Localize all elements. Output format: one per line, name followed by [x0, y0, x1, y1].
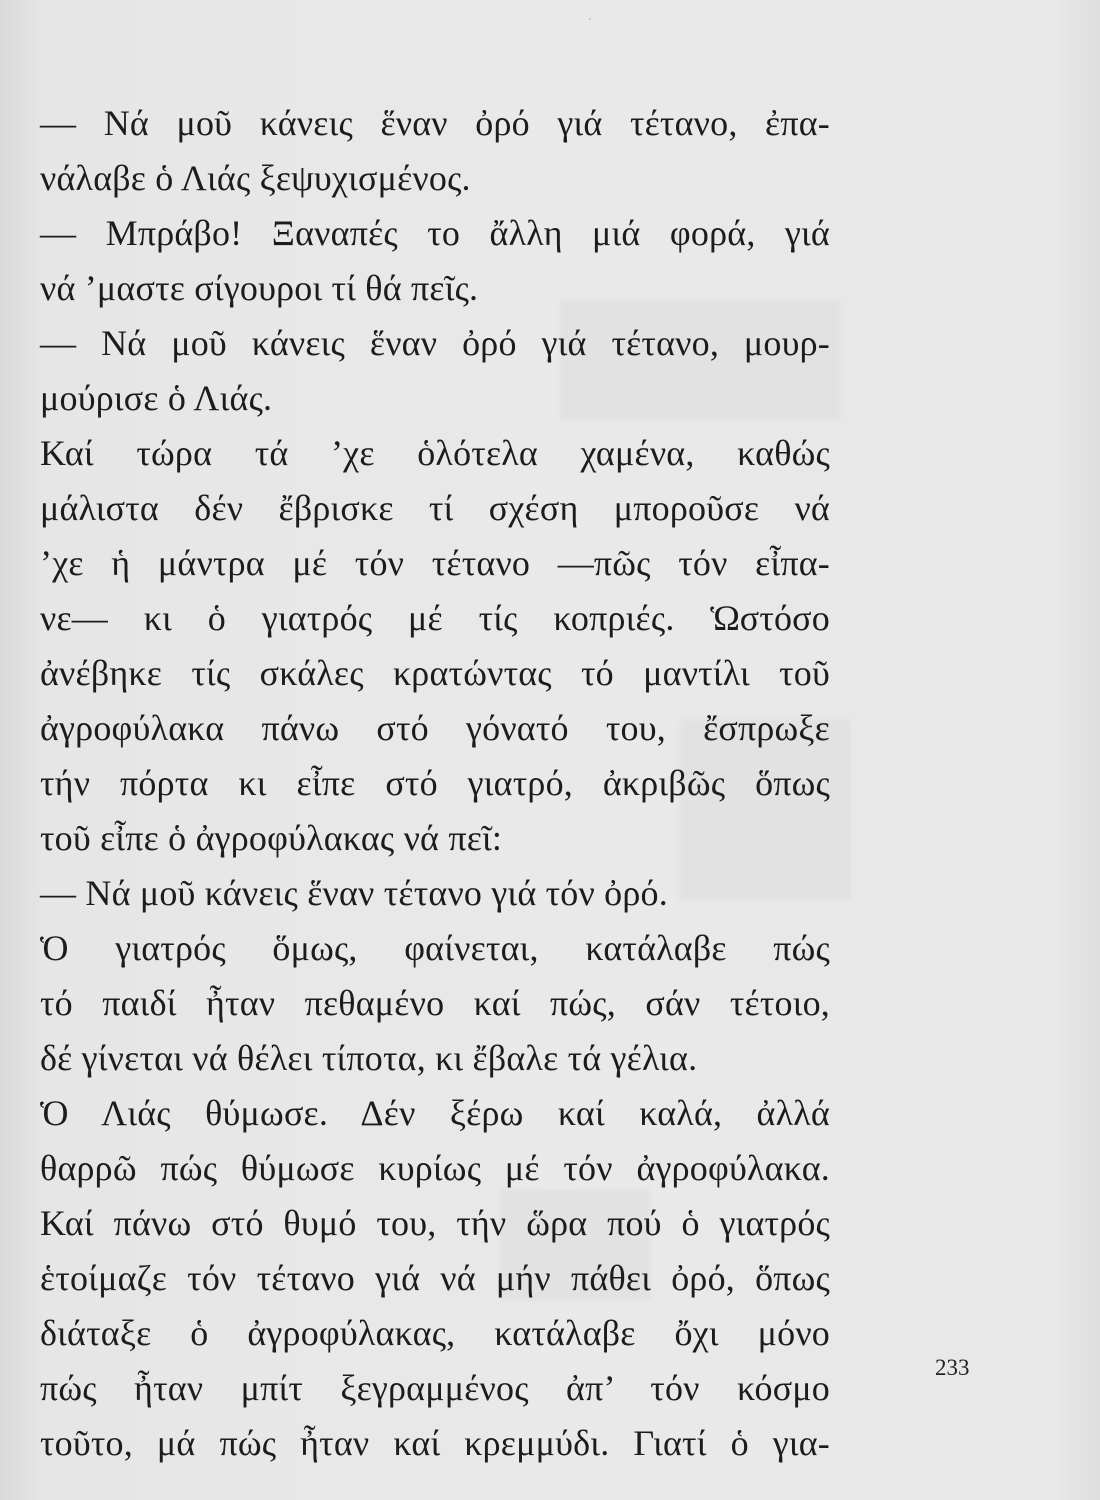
line-text: τό παιδί ἦταν πεθαμένο καί πώς, σάν τέτοιο,: [40, 983, 830, 1023]
line-text: μάλιστα δέν ἔβρισκε τί σχέση μποροῦσε νά: [40, 488, 830, 528]
text-line: [40, 1086, 830, 1141]
line-text: — Νά μοῦ κάνεις ἕναν ὀρό γιά τέτανο, ἐπα-: [40, 103, 830, 143]
text-line: [40, 976, 830, 1031]
text-line: [40, 481, 830, 536]
line-text: δέ γίνεται νά θέλει τίποτα, κι ἔβαλε τά γέλια.: [40, 1038, 698, 1078]
line-text: ἀγροφύλακα πάνω στό γόνατό του, ἔσπρωξε: [40, 708, 830, 748]
text-line: [40, 1416, 830, 1471]
line-text: Ὁ γιατρός ὅμως, φαίνεται, κατάλαβε πώς: [40, 928, 830, 968]
line-text: Καί τώρα τά ’χε ὁλότελα χαμένα, καθώς: [40, 433, 830, 473]
text-line: [40, 1251, 830, 1306]
page-number: 233: [935, 1355, 970, 1380]
text-line: [40, 426, 830, 481]
line-text: θαρρῶ πώς θύμωσε κυρίως μέ τόν ἀγροφύλακα.: [40, 1148, 830, 1188]
text-line: [40, 96, 830, 151]
line-text: νά ’μαστε σίγουροι τί θά πεῖς.: [40, 268, 479, 308]
text-line: [40, 1031, 830, 1086]
text-line: [40, 591, 830, 646]
text-line: [40, 1361, 830, 1416]
text-line: [40, 811, 830, 866]
text-line: [40, 316, 830, 371]
line-text: — Μπράβο! Ξαναπές το ἄλλη μιά φορά, γιά: [40, 213, 830, 253]
line-text: διάταξε ὁ ἀγροφύλακας, κατάλαβε ὄχι μόνο: [40, 1313, 830, 1353]
text-line: [40, 1196, 830, 1251]
text-line: [40, 1141, 830, 1196]
line-text: νε— κι ὁ γιατρός μέ τίς κοπριές. Ὡστόσο: [40, 598, 830, 638]
line-text: Καί πάνω στό θυμό του, τήν ὥρα πού ὁ γιατρός: [40, 1203, 830, 1243]
paper-speck: [589, 18, 591, 20]
line-text: ἀνέβηκε τίς σκάλες κρατώντας τό μαντίλι τοῦ: [40, 653, 830, 693]
line-text: νάλαβε ὁ Λιάς ξεψυχισμένος.: [40, 158, 471, 198]
line-text: τοῦ εἶπε ὁ ἀγροφύλακας νά πεῖ:: [40, 818, 503, 858]
text-line: [40, 151, 830, 206]
line-text: τήν πόρτα κι εἶπε στό γιατρό, ἀκριβῶς ὅπως: [40, 763, 830, 803]
line-text: τοῦτο, μά πώς ἦταν καί κρεμμύδι. Γιατί ὁ για-: [40, 1423, 830, 1463]
text-line: [40, 206, 830, 261]
line-text: — Νά μοῦ κάνεις ἕναν τέτανο γιά τόν ὀρό.: [40, 873, 668, 913]
line-text: Ὁ Λιάς θύμωσε. Δέν ξέρω καί καλά, ἀλλά: [40, 1093, 830, 1133]
text-line: [40, 371, 830, 426]
line-text: μούρισε ὁ Λιάς.: [40, 378, 273, 418]
text-line: [40, 1306, 830, 1361]
text-line: [40, 921, 830, 976]
text-line: [40, 866, 830, 921]
text-line: [40, 536, 830, 591]
text-line: [40, 701, 830, 756]
text-line: [40, 646, 830, 701]
line-text: — Νά μοῦ κάνεις ἕναν ὀρό γιά τέτανο, μουρ-: [40, 323, 830, 363]
body-text: [40, 96, 830, 1471]
text-line: [40, 756, 830, 811]
text-line: [40, 261, 830, 316]
line-text: ἑτοίμαζε τόν τέτανο γιά νά μήν πάθει ὀρό, ὅπως: [40, 1258, 830, 1298]
line-text: ’χε ἡ μάντρα μέ τόν τέτανο —πῶς τόν εἶπα-: [40, 543, 830, 583]
line-text: πώς ἦταν μπίτ ξεγραμμένος ἀπ’ τόν κόσμο: [40, 1368, 830, 1408]
